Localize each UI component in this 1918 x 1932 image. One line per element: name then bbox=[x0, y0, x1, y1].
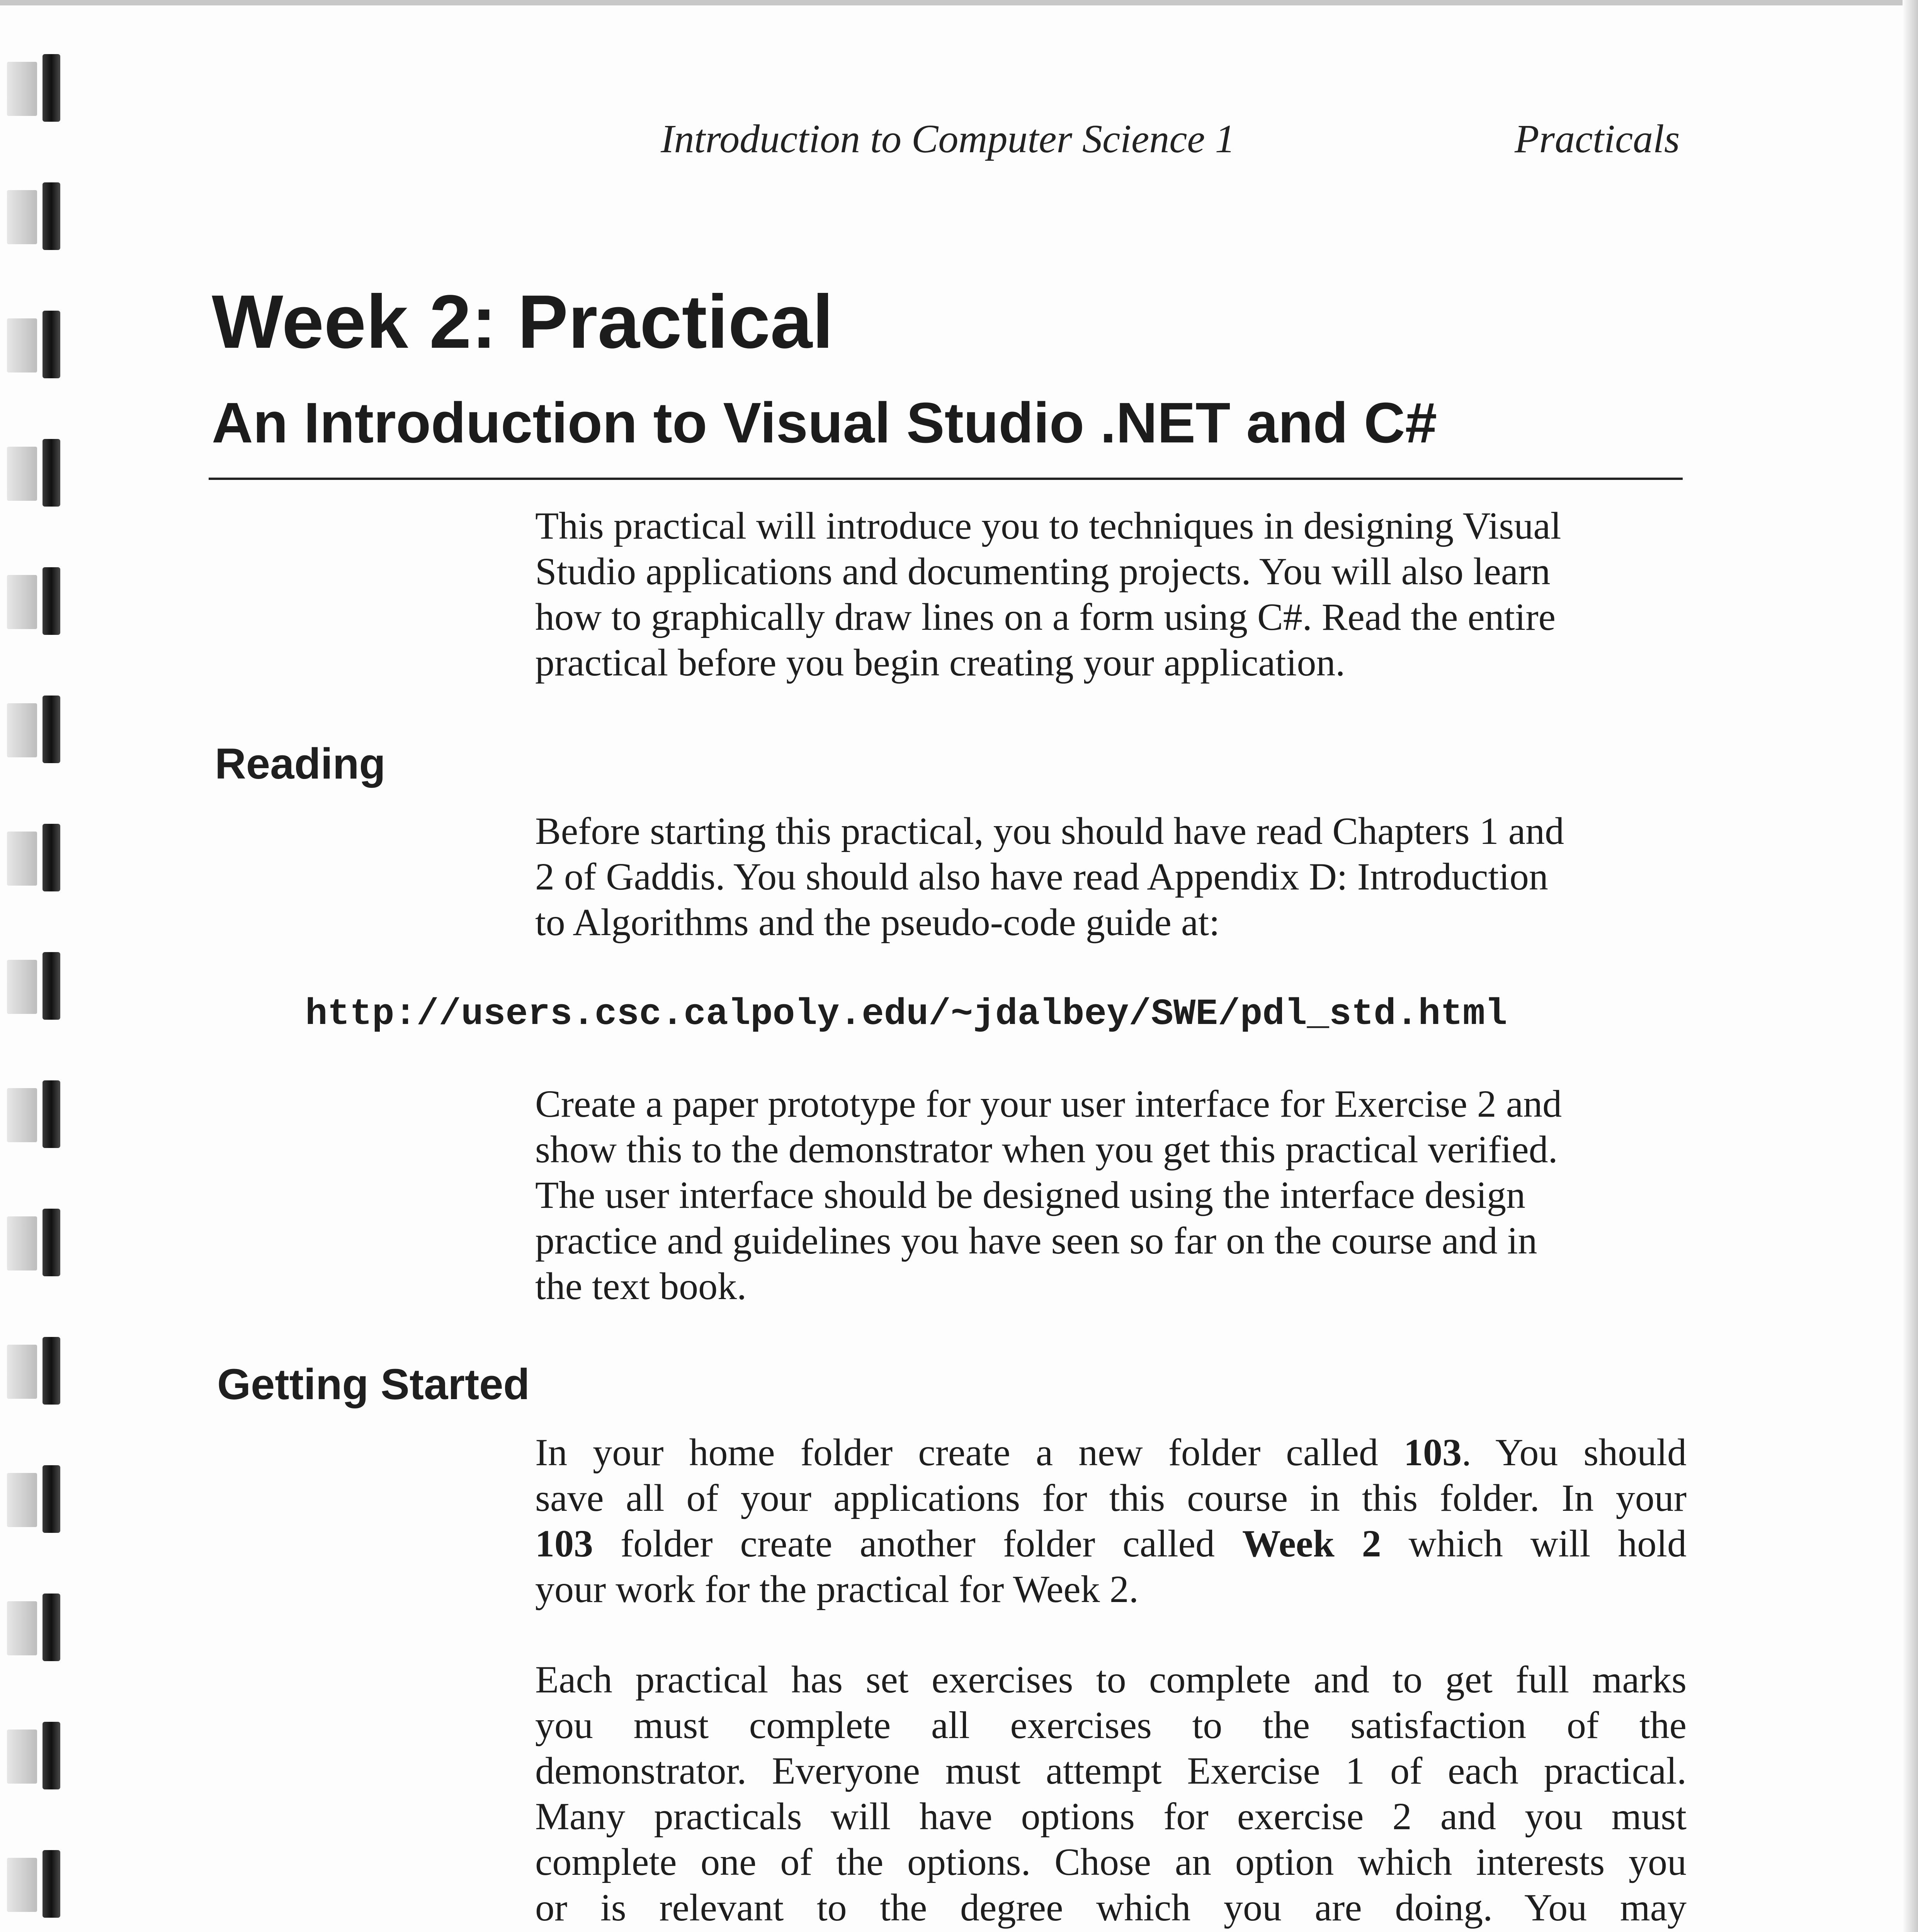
text-line: Create a paper prototype for your user interface for Exercise 2 and bbox=[535, 1082, 1562, 1125]
binding-ring bbox=[7, 439, 61, 507]
text-line: The user interface should be designed using the interface design bbox=[535, 1173, 1525, 1216]
folder-name: Week 2 bbox=[1242, 1522, 1381, 1565]
text-line: complete one of the options. Chose an option which interests you bbox=[535, 1840, 1687, 1883]
text-line: how to graphically draw lines on a form using C#. Read the entire bbox=[535, 595, 1556, 638]
text-line: 103 folder create another folder called Week 2 which will hold bbox=[535, 1522, 1687, 1565]
binding-ring bbox=[7, 1465, 61, 1533]
text-line: the text book. bbox=[535, 1265, 747, 1308]
binding-ring bbox=[7, 1850, 61, 1918]
running-header-course: Introduction to Computer Science 1 bbox=[661, 117, 1235, 161]
text-line: demonstrator. Everyone must attempt Exercise 1 of each practical. bbox=[535, 1749, 1687, 1792]
binding-ring bbox=[7, 1594, 61, 1661]
pseudo-code-guide-url: http://users.csc.calpoly.edu/~jdalbey/SWE/pdl_std.html bbox=[305, 993, 1507, 1035]
folder-paragraph bbox=[535, 1430, 1687, 1612]
text-line: 2 of Gaddis. You should also have read Appendix D: Introduction bbox=[535, 855, 1548, 898]
folder-name: 103 bbox=[535, 1522, 593, 1565]
intro-paragraph bbox=[535, 503, 1687, 685]
folder-name: 103 bbox=[1403, 1431, 1462, 1474]
text-line: you must complete all exercises to the satisfaction of the bbox=[535, 1704, 1687, 1747]
binding-ring bbox=[7, 952, 61, 1020]
spiral-binding bbox=[0, 0, 70, 1932]
binding-ring bbox=[7, 567, 61, 635]
binding-ring bbox=[7, 696, 61, 763]
text-line: Many practicals will have options for exercise 2 and you must bbox=[535, 1795, 1687, 1838]
text-line: to Algorithms and the pseudo-code guide at: bbox=[535, 901, 1220, 944]
reading-paragraph bbox=[535, 808, 1687, 945]
page-title: Week 2: Practical bbox=[212, 279, 833, 364]
text-line: Each practical has set exercises to complete and to get full marks bbox=[535, 1658, 1687, 1701]
binding-ring bbox=[7, 1080, 61, 1148]
text-line: In your home folder create a new folder called 103. You should bbox=[535, 1431, 1687, 1474]
binding-ring bbox=[7, 54, 61, 122]
text-line: Studio applications and documenting projects. You will also learn bbox=[535, 550, 1551, 593]
text-line: practical before you begin creating your application. bbox=[535, 641, 1345, 684]
page-subtitle: An Introduction to Visual Studio .NET and C# bbox=[212, 391, 1437, 455]
scan-right-edge bbox=[1903, 0, 1918, 1932]
text-line: or is relevant to the degree which you are doing. You may bbox=[535, 1886, 1687, 1929]
binding-ring bbox=[7, 1337, 61, 1405]
text-line: This practical will introduce you to techniques in designing Visual bbox=[535, 504, 1561, 547]
text-line: Before starting this practical, you should have read Chapters 1 and bbox=[535, 810, 1564, 852]
prototype-paragraph bbox=[535, 1081, 1687, 1309]
reading-heading: Reading bbox=[215, 740, 386, 788]
exercises-paragraph bbox=[535, 1657, 1687, 1932]
binding-ring bbox=[7, 1722, 61, 1789]
running-header-section: Practicals bbox=[1515, 117, 1680, 161]
getting-started-heading: Getting Started bbox=[217, 1360, 530, 1408]
text-line: show this to the demonstrator when you get this practical verified. bbox=[535, 1128, 1558, 1171]
text-line: practice and guidelines you have seen so far on the course and in bbox=[535, 1219, 1537, 1262]
binding-ring bbox=[7, 182, 61, 250]
text-line: your work for the practical for Week 2. bbox=[535, 1568, 1139, 1611]
text-line bbox=[535, 1930, 1687, 1932]
binding-ring bbox=[7, 1209, 61, 1276]
text-line: save all of your applications for this course in this folder. In your bbox=[535, 1476, 1687, 1519]
title-rule bbox=[209, 478, 1683, 480]
scan-top-edge bbox=[0, 0, 1918, 5]
binding-ring bbox=[7, 311, 61, 378]
binding-ring bbox=[7, 824, 61, 891]
